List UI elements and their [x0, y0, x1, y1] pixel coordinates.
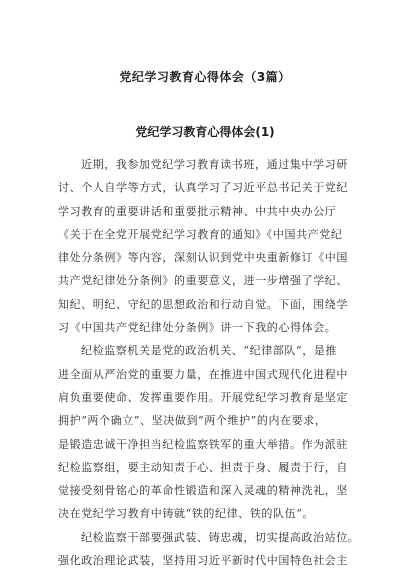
text-line: 纪检监察干部要强武装、铸忠魂，切实提高政治站位。: [81, 530, 360, 544]
document-body: [58, 153, 358, 572]
text-line: 近期，我参加党纪学习教育读书班，通过集中学习研: [81, 158, 348, 171]
document-title: 党纪学习教育心得体会（3篇）: [119, 70, 291, 84]
text-line: 是锻造忠诚干净担当纪检监察铁军的重大举措。作为派驻: [58, 437, 348, 451]
text-line: 肩负重要使命、发挥重要作用。开展党纪学习教育是坚定: [58, 390, 348, 404]
text-line: 纪检监察组，要主动知责于心、担责于身、履责于行，自: [58, 460, 348, 474]
paragraph-3: [58, 526, 358, 573]
text-line: 共产党纪律处分条例》的重要意义，进一步增强了学纪、: [58, 274, 348, 288]
text-line: 拥护“两个确立”、坚决做到“两个维护”的内在要求，: [58, 414, 327, 428]
text-line: 纪检监察机关是党的政治机关、“纪律部队”，是推: [81, 344, 338, 358]
text-line: 觉接受刻骨铭心的革命性锻造和深入灵魂的精神洗礼，坚: [58, 484, 348, 498]
section-title: 党纪学习教育心得体会(1): [135, 125, 275, 139]
text-line: 习《中国共产党纪律处分条例》讲一下我的心得体会。: [58, 321, 337, 335]
paragraph-1: [58, 153, 358, 339]
text-line: 讨、个人自学等方式，认真学习了习近平总书记关于党纪: [58, 181, 348, 195]
paragraph-2: [58, 339, 358, 525]
text-line: 进全面从严治党的重要力量，在推进中国式现代化进程中: [58, 367, 348, 381]
text-line: 决在党纪学习教育中铸就“铁的纪律、铁的队伍”。: [58, 507, 315, 521]
text-line: 学习教育的重要讲话和重要批示精神、中共中央办公厅: [58, 204, 337, 218]
text-line: 律处分条例》等内容，深刻认识到党中央重新修订《中国: [58, 251, 348, 265]
text-line: 《关于在全党开展党纪学习教育的通知》《中国共产党纪: [58, 227, 343, 241]
text-line: 知纪、明纪、守纪的思想政治和行动自觉。下面，围绕学: [58, 297, 348, 311]
text-line: 强化政治理论武装，坚持用习近平新时代中国特色社会主: [58, 554, 348, 568]
